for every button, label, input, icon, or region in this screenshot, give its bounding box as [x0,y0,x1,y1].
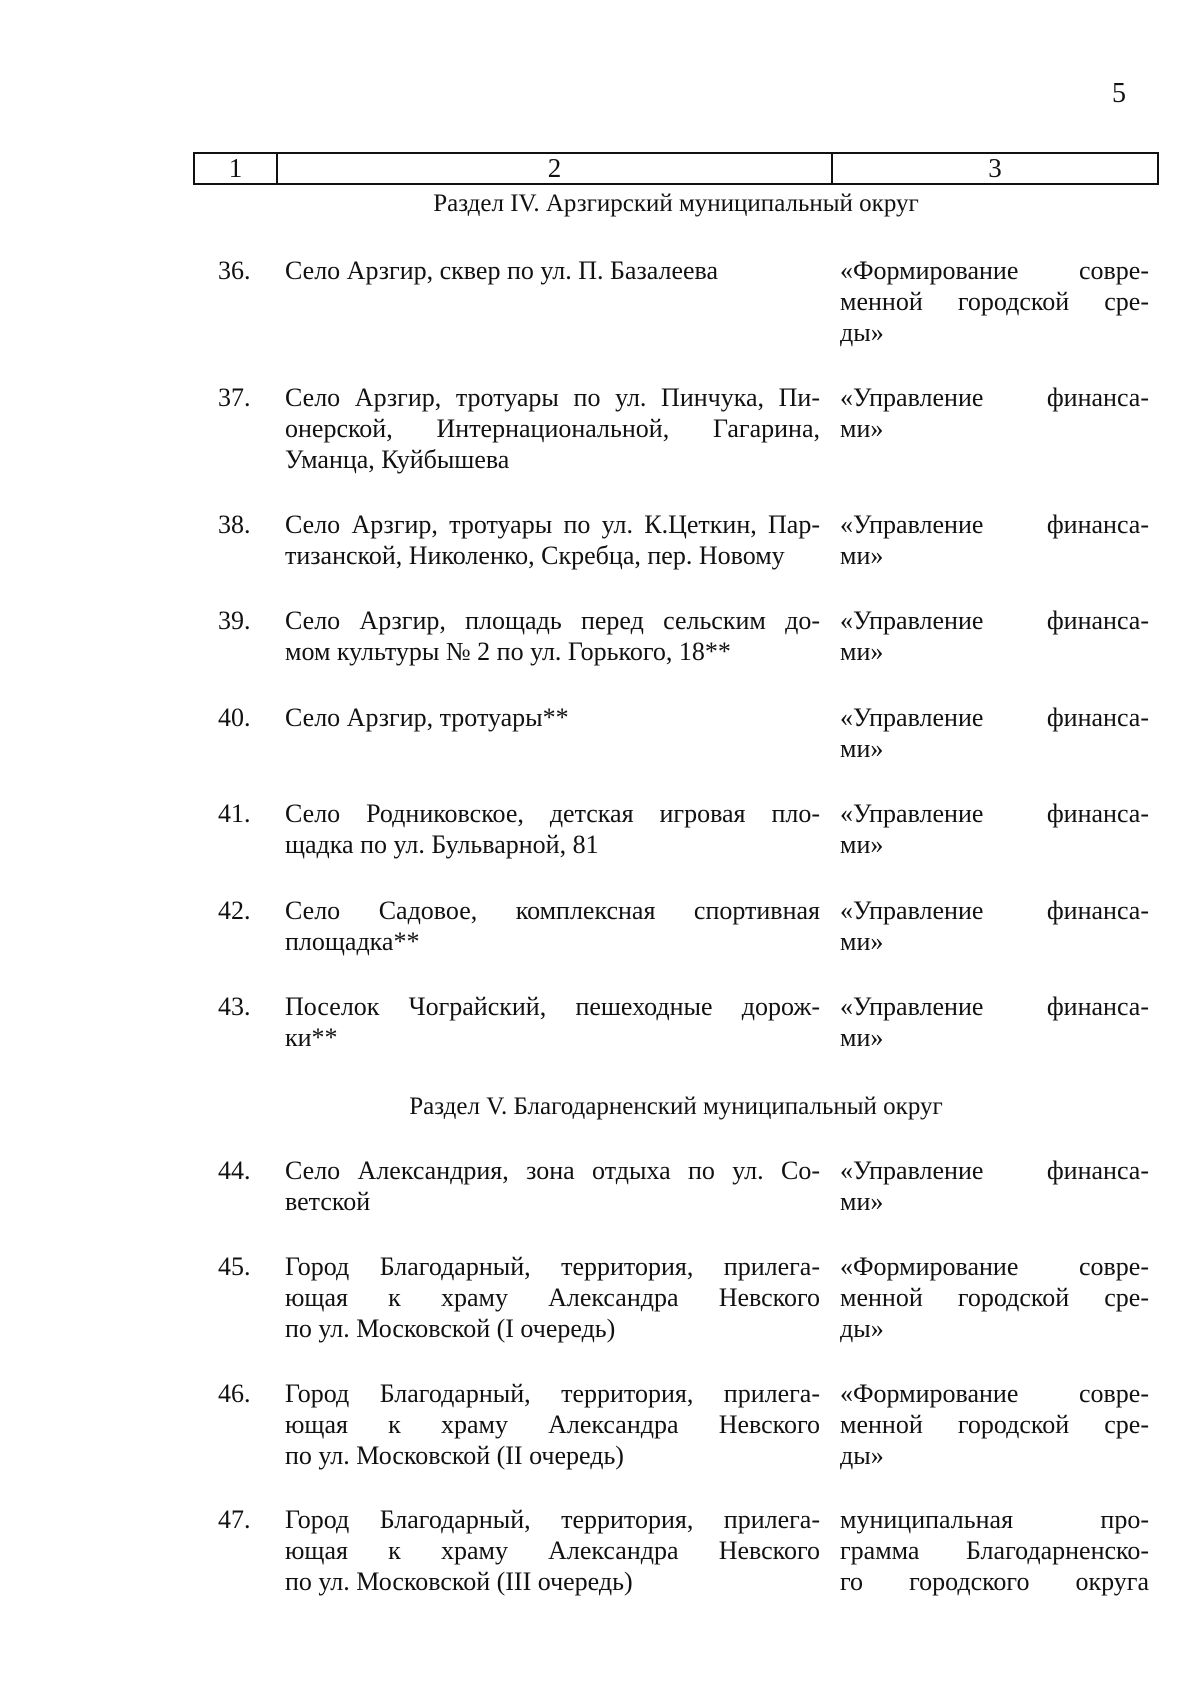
header-col-2: 2 [278,154,833,183]
row-program: «Формирование совре- менной городской сре- ды» [840,1252,1149,1343]
row-number: 41. [218,799,251,828]
header-col-1: 1 [195,154,278,183]
row-program: «Управление финанса- ми» [840,992,1149,1052]
row-program: «Управление финанса- ми» [840,606,1149,666]
row-program: «Управление финанса- ми» [840,896,1149,956]
section-title: Раздел IV. Арзгирский муниципальный округ [433,190,919,217]
row-location: Село Арзгир, тротуары по ул. Пинчука, Пи- онерской, Интернациональной, Гагарина, Уманца, Куйбышева [285,383,820,474]
row-location: Село Арзгир, сквер по ул. П. Базалеева [285,256,719,285]
row-number: 44. [218,1156,251,1185]
row-program: «Управление финанса- ми» [840,1156,1149,1216]
row-program: муниципальная про- грамма Благодарненско- го городского округа [840,1505,1149,1596]
row-number: 43. [218,992,251,1021]
section-title: Раздел V. Благодарненский муниципальный округ [409,1093,943,1120]
row-number: 36. [218,256,251,285]
row-location: Село Садовое, комплексная спортивная площадка** [285,896,820,956]
page-number: 5 [1112,78,1126,109]
row-program: «Управление финанса- ми» [840,383,1149,443]
row-program: «Формирование совре- менной городской сре- ды» [840,256,1149,347]
header-col-3: 3 [988,153,1002,183]
row-location: Село Родниковское, детская игровая пло- щадка по ул. Бульварной, 81 [285,799,820,859]
row-location: Город Благодарный, территория, прилега- ющая к храму Александра Невского по ул. Московской (III очередь) [285,1505,820,1596]
row-location: Поселок Чограйский, пешеходные дорож- ки** [285,992,820,1052]
row-program: «Управление финанса- ми» [840,703,1149,763]
row-program: «Управление финанса- ми» [840,510,1149,570]
row-location: Село Арзгир, площадь перед сельским до- мом культуры № 2 по ул. Горького, 18** [285,606,820,666]
row-location: Село Арзгир, тротуары** [285,703,569,732]
row-location: Город Благодарный, территория, прилега- ющая к храму Александра Невского по ул. Московской (II очередь) [285,1379,820,1470]
row-number: 46. [218,1379,251,1408]
row-program: «Формирование совре- менной городской сре- ды» [840,1379,1149,1470]
row-program: «Управление финанса- ми» [840,799,1149,859]
row-number: 45. [218,1252,251,1281]
row-location: Село Арзгир, тротуары по ул. К.Цеткин, Пар- тизанской, Николенко, Скребца, пер. Новому [285,510,820,570]
row-location: Город Благодарный, территория, прилега- ющая к храму Александра Невского по ул. Московской (I очередь) [285,1252,820,1343]
row-location: Село Александрия, зона отдыха по ул. Со- ветской [285,1156,820,1216]
row-number: 40. [218,703,251,732]
row-number: 42. [218,896,251,925]
row-number: 39. [218,606,251,635]
row-number: 37. [218,383,251,412]
row-number: 47. [218,1505,251,1534]
table-header [193,152,1159,185]
row-number: 38. [218,510,251,539]
